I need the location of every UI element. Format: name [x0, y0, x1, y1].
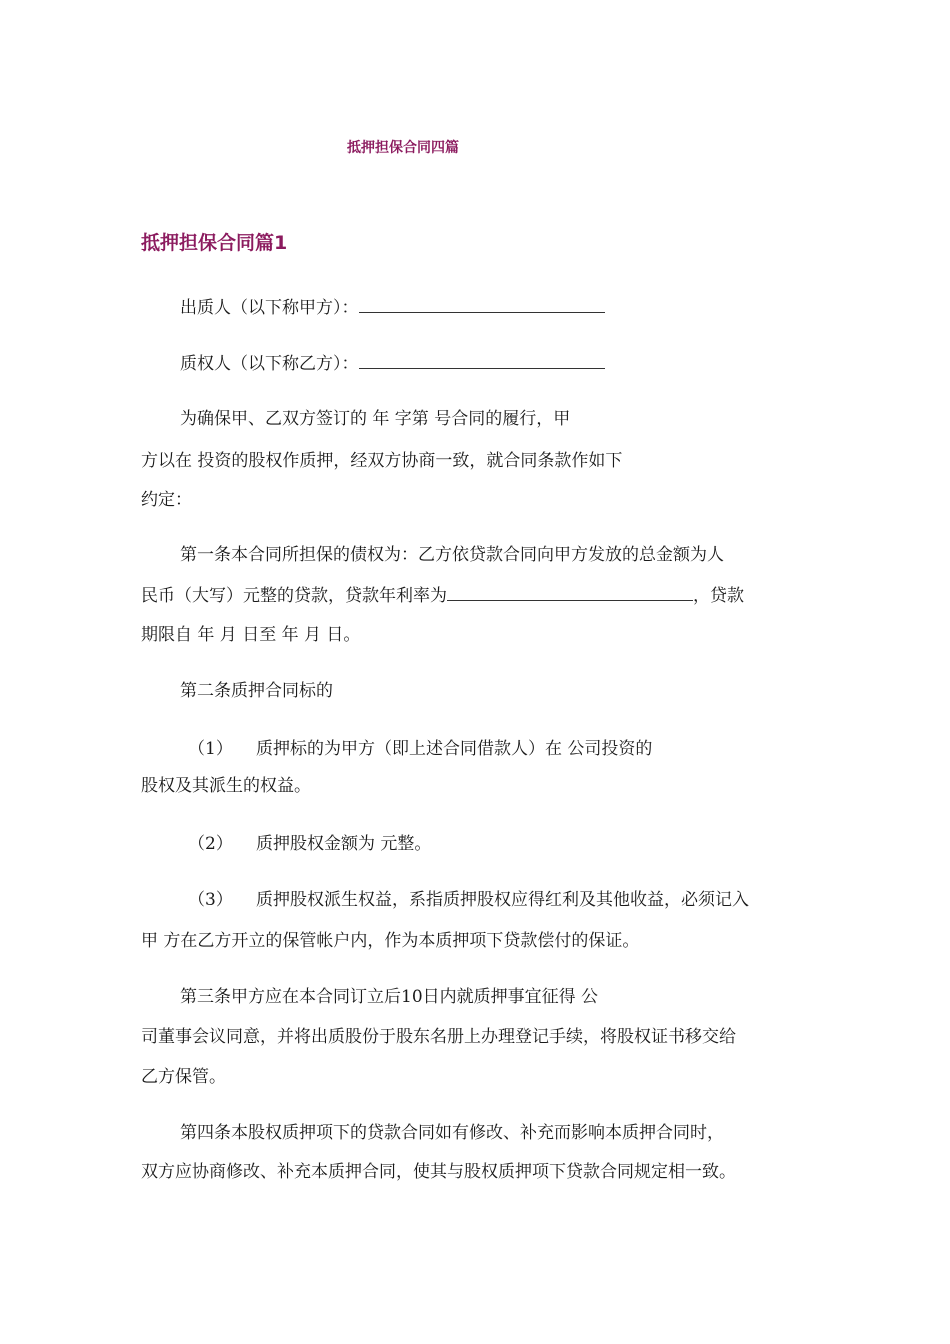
intro-line-1: 为确保甲、乙双方签订的 年 字第 号合同的履行，甲 — [180, 409, 571, 429]
item-number: （1） — [188, 739, 233, 759]
pledgee-label: 质权人（以下称乙方）： — [180, 354, 359, 374]
article3-line-2: 司董事会议同意，并将出质股份于股东名册上办理登记手续，将股权证书移交给 — [141, 1027, 736, 1047]
article2-item-1-cont: 股权及其派生的权益。 — [141, 776, 311, 796]
pledgor-blank — [359, 296, 605, 313]
article3-line-3: 乙方保管。 — [141, 1067, 226, 1087]
article2-item-3-cont: 甲 方在乙方开立的保管帐户内，作为本质押项下贷款偿付的保证。 — [141, 931, 640, 951]
section-heading: 抵押担保合同篇1 — [141, 232, 288, 254]
pledgee-line — [180, 352, 605, 375]
pledgor-line — [180, 296, 605, 319]
article1-line-1: 第一条本合同所担保的债权为：乙方依贷款合同向甲方发放的总金额为人 — [180, 545, 724, 565]
article3-line-1: 第三条甲方应在本合同订立后10日内就质押事宜征得 公 — [180, 987, 599, 1007]
article4-line-1: 第四条本股权质押项下的贷款合同如有修改、补充而影响本质押合同时， — [180, 1123, 724, 1143]
item-number: （3） — [188, 890, 233, 910]
document-title: 抵押担保合同四篇 — [347, 140, 459, 156]
item-text: 质押标的为甲方（即上述合同借款人）在 公司投资的 — [256, 739, 653, 759]
pledgor-label: 出质人（以下称甲方）： — [180, 298, 359, 318]
item-number: （2） — [188, 834, 233, 854]
intro-line-2: 方以在 投资的股权作质押，经双方协商一致，就合同条款作如下 — [141, 451, 623, 471]
article4-line-2: 双方应协商修改、补充本质押合同，使其与股权质押项下贷款合同规定相一致。 — [141, 1162, 736, 1182]
interest-rate-blank — [447, 584, 693, 601]
article1-line-2 — [141, 584, 744, 607]
pledgee-blank — [359, 352, 605, 369]
intro-line-3: 约定： — [141, 490, 192, 510]
item-text: 质押股权派生权益，系指质押股权应得红利及其他收益，必须记入 — [256, 890, 749, 910]
article1-text-after: ，贷款 — [693, 586, 744, 606]
article1-text-before: 民币（大写）元整的贷款，贷款年利率为 — [141, 586, 447, 606]
item-text: 质押股权金额为 元整。 — [256, 834, 432, 854]
article1-line-3: 期限自 年 月 日至 年 月 日。 — [141, 625, 361, 645]
article2-title: 第二条质押合同标的 — [180, 681, 333, 701]
